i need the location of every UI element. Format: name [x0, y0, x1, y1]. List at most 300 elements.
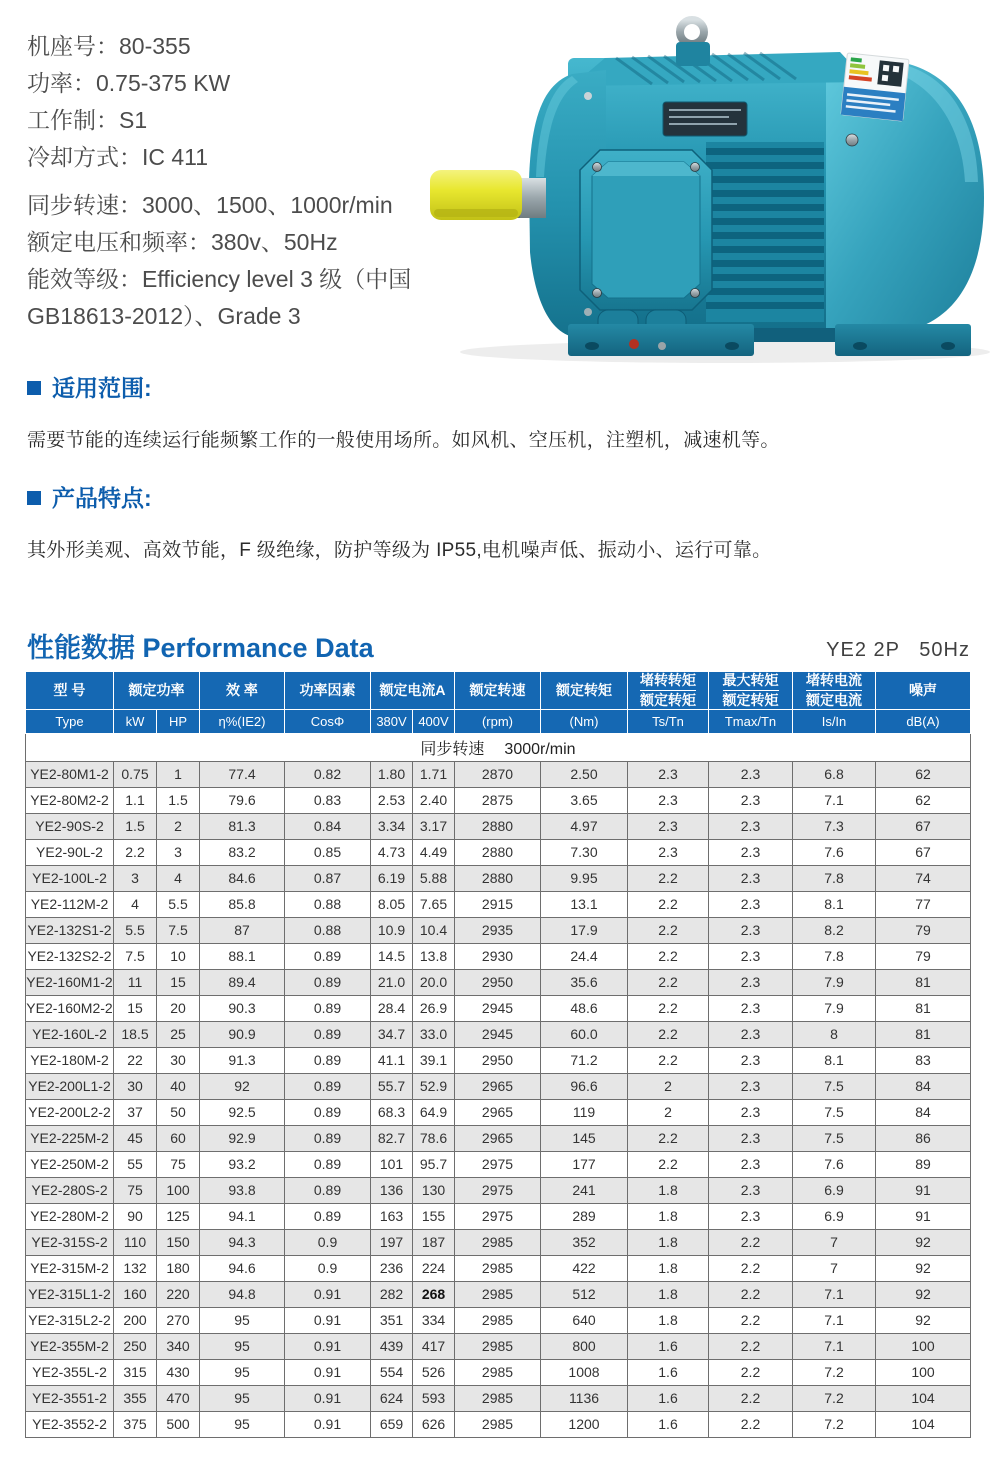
- fraction-numerator: 堵转转矩: [640, 672, 696, 691]
- col-header-max-torque-ratio: [709, 672, 793, 710]
- table-cell: 2.2: [709, 1307, 793, 1333]
- table-cell: 197: [371, 1229, 413, 1255]
- table-cell: 3: [114, 865, 157, 891]
- spec-line-sync-speed: 同步转速：3000、1500、1000r/min: [27, 192, 393, 218]
- table-cell: 2950: [455, 969, 541, 995]
- table-cell: 352: [541, 1229, 628, 1255]
- model-cell: YE2-3551-2: [26, 1385, 114, 1411]
- col-header-rated-power: 额定功率: [114, 672, 200, 710]
- table-cell: 30: [114, 1073, 157, 1099]
- table-cell: 289: [541, 1203, 628, 1229]
- table-cell: 94.3: [200, 1229, 285, 1255]
- table-cell: 95: [200, 1333, 285, 1359]
- table-cell: 2975: [455, 1203, 541, 1229]
- subheader-400v: 400V: [413, 709, 455, 733]
- table-cell: 2.3: [709, 1073, 793, 1099]
- table-cell: 50: [157, 1099, 200, 1125]
- table-cell: 224: [413, 1255, 455, 1281]
- table-cell: 2880: [455, 865, 541, 891]
- table-cell: 2930: [455, 943, 541, 969]
- table-row: [26, 1021, 971, 1047]
- table-row: [26, 865, 971, 891]
- table-cell: 0.89: [285, 1047, 371, 1073]
- subheader-380v: 380V: [371, 709, 413, 733]
- table-cell: 430: [157, 1359, 200, 1385]
- table-cell: 71.2: [541, 1047, 628, 1073]
- table-cell: 2.2: [114, 839, 157, 865]
- table-row: [26, 1281, 971, 1307]
- table-cell: 0.91: [285, 1359, 371, 1385]
- section-heading-text: 产品特点:: [52, 485, 152, 511]
- table-cell: 75: [114, 1177, 157, 1203]
- table-cell: 270: [157, 1307, 200, 1333]
- table-cell: 4: [114, 891, 157, 917]
- col-header-power-factor: 功率因素: [285, 672, 371, 710]
- model-cell: YE2-200L2-2: [26, 1099, 114, 1125]
- table-cell: 2.2: [628, 1151, 709, 1177]
- table-cell: 2: [628, 1073, 709, 1099]
- table-cell: 2: [157, 813, 200, 839]
- table-cell: 2.3: [628, 839, 709, 865]
- model-cell: YE2-132S2-2: [26, 943, 114, 969]
- table-cell: 2.3: [709, 1099, 793, 1125]
- table-row: [26, 839, 971, 865]
- table-cell: 6.9: [793, 1177, 876, 1203]
- subheader-cos: CosΦ: [285, 709, 371, 733]
- table-cell: 2.2: [628, 891, 709, 917]
- table-cell: 0.89: [285, 1125, 371, 1151]
- table-cell: 100: [157, 1177, 200, 1203]
- table-cell: 145: [541, 1125, 628, 1151]
- table-cell: 93.2: [200, 1151, 285, 1177]
- table-cell: 0.89: [285, 1021, 371, 1047]
- table-cell: 624: [371, 1385, 413, 1411]
- table-cell: 89: [876, 1151, 971, 1177]
- table-row: [26, 917, 971, 943]
- section-heading: [27, 480, 977, 513]
- table-cell: 45: [114, 1125, 157, 1151]
- table-body: [26, 733, 971, 1437]
- table-cell: 0.89: [285, 969, 371, 995]
- table-cell: 155: [413, 1203, 455, 1229]
- model-cell: YE2-355M-2: [26, 1333, 114, 1359]
- table-cell: 2.2: [628, 1125, 709, 1151]
- table-cell: 4.97: [541, 813, 628, 839]
- table-cell: 10.9: [371, 917, 413, 943]
- table-row: [26, 995, 971, 1021]
- table-row: [26, 1307, 971, 1333]
- table-cell: 177: [541, 1151, 628, 1177]
- sync-speed-band: [26, 733, 971, 761]
- table-cell: 7.3: [793, 813, 876, 839]
- table-cell: 92: [876, 1229, 971, 1255]
- table-cell: 241: [541, 1177, 628, 1203]
- table-cell: 39.1: [413, 1047, 455, 1073]
- table-cell: 100: [876, 1359, 971, 1385]
- table-cell: 2.3: [709, 839, 793, 865]
- table-cell: 2.3: [709, 995, 793, 1021]
- table-cell: 101: [371, 1151, 413, 1177]
- table-cell: 110: [114, 1229, 157, 1255]
- table-cell: 7.5: [793, 1099, 876, 1125]
- table-cell: 2950: [455, 1047, 541, 1073]
- table-cell: 2985: [455, 1281, 541, 1307]
- table-cell: 125: [157, 1203, 200, 1229]
- table-cell: 150: [157, 1229, 200, 1255]
- table-cell: 200: [114, 1307, 157, 1333]
- table-cell: 4: [157, 865, 200, 891]
- table-cell: 6.19: [371, 865, 413, 891]
- table-cell: 2.2: [709, 1229, 793, 1255]
- table-cell: 136: [371, 1177, 413, 1203]
- performance-title-cn: 性能数据: [27, 633, 135, 663]
- table-cell: 1.8: [628, 1177, 709, 1203]
- table-cell: 1136: [541, 1385, 628, 1411]
- table-cell: 2880: [455, 813, 541, 839]
- table-cell: 1.6: [628, 1411, 709, 1437]
- table-cell: 5.88: [413, 865, 455, 891]
- col-header-rated-current: 额定电流A: [371, 672, 455, 710]
- table-cell: 21.0: [371, 969, 413, 995]
- table-cell: 100: [876, 1333, 971, 1359]
- performance-table: [25, 671, 971, 1438]
- table-cell: 78.6: [413, 1125, 455, 1151]
- table-cell: 28.4: [371, 995, 413, 1021]
- table-cell: 95: [200, 1411, 285, 1437]
- table-cell: 2985: [455, 1411, 541, 1437]
- table-cell: 0.88: [285, 891, 371, 917]
- table-cell: 94.8: [200, 1281, 285, 1307]
- section-body-text: 其外形美观、高效节能，F 级绝缘，防护等级为 IP55,电机噪声低、振动小、运行可靠。: [27, 540, 772, 561]
- table-cell: 52.9: [413, 1073, 455, 1099]
- table-cell: 2965: [455, 1125, 541, 1151]
- model-cell: YE2-160M2-2: [26, 995, 114, 1021]
- table-cell: 90: [114, 1203, 157, 1229]
- table-cell: 1008: [541, 1359, 628, 1385]
- table-cell: 20.0: [413, 969, 455, 995]
- fraction-denominator: 额定转矩: [722, 691, 779, 708]
- table-cell: 2975: [455, 1177, 541, 1203]
- table-row: [26, 1359, 971, 1385]
- table-cell: 163: [371, 1203, 413, 1229]
- table-cell: 25: [157, 1021, 200, 1047]
- table-cell: 315: [114, 1359, 157, 1385]
- table-cell: 24.4: [541, 943, 628, 969]
- model-cell: YE2-112M-2: [26, 891, 114, 917]
- table-cell: 7.5: [114, 943, 157, 969]
- section-application-range: [27, 370, 977, 452]
- table-cell: 95.7: [413, 1151, 455, 1177]
- table-cell: 35.6: [541, 969, 628, 995]
- table-cell: 0.89: [285, 1151, 371, 1177]
- table-cell: 14.5: [371, 943, 413, 969]
- subheader-is-in: Is/In: [793, 709, 876, 733]
- table-cell: 0.9: [285, 1255, 371, 1281]
- table-cell: 375: [114, 1411, 157, 1437]
- motor-eye-bolt-icon: [676, 20, 710, 66]
- table-cell: 7.6: [793, 839, 876, 865]
- fraction-numerator: 最大转矩: [723, 672, 779, 691]
- table-cell: 2.2: [709, 1385, 793, 1411]
- table-cell: 79: [876, 917, 971, 943]
- table-cell: 5.5: [114, 917, 157, 943]
- table-cell: 2965: [455, 1073, 541, 1099]
- table-cell: 79: [876, 943, 971, 969]
- table-cell: 2.3: [628, 813, 709, 839]
- model-cell: YE2-80M2-2: [26, 787, 114, 813]
- model-cell: YE2-225M-2: [26, 1125, 114, 1151]
- table-row: [26, 1333, 971, 1359]
- table-cell: 250: [114, 1333, 157, 1359]
- table-row: [26, 787, 971, 813]
- table-cell: 2985: [455, 1229, 541, 1255]
- table-cell: 7.30: [541, 839, 628, 865]
- table-cell: 7.2: [793, 1385, 876, 1411]
- table-cell: 2.2: [628, 969, 709, 995]
- table-row: [26, 1411, 971, 1437]
- table-cell: 7.2: [793, 1411, 876, 1437]
- table-cell: 7.9: [793, 995, 876, 1021]
- table-cell: 0.91: [285, 1307, 371, 1333]
- table-cell: 67: [876, 813, 971, 839]
- table-cell: 0.91: [285, 1281, 371, 1307]
- table-cell: 554: [371, 1359, 413, 1385]
- subheader-nm: (Nm): [541, 709, 628, 733]
- table-cell: 88.1: [200, 943, 285, 969]
- table-cell: 659: [371, 1411, 413, 1437]
- table-cell: 79.6: [200, 787, 285, 813]
- table-cell: 74: [876, 865, 971, 891]
- table-cell: 55: [114, 1151, 157, 1177]
- table-cell: 9.95: [541, 865, 628, 891]
- table-cell: 22: [114, 1047, 157, 1073]
- table-row: [26, 1229, 971, 1255]
- table-cell: 160: [114, 1281, 157, 1307]
- spec-line-frame-size: 机座号：80-355: [27, 33, 191, 59]
- table-cell: 92: [876, 1255, 971, 1281]
- col-header-rated-torque: 额定转矩: [541, 672, 628, 710]
- table-cell: 2.3: [709, 917, 793, 943]
- table-row: [26, 1099, 971, 1125]
- square-bullet-icon: [27, 381, 41, 395]
- motor-shaft: [430, 170, 546, 220]
- table-row: [26, 761, 971, 787]
- table-cell: 2.3: [628, 787, 709, 813]
- table-cell: 6.9: [793, 1203, 876, 1229]
- table-cell: 422: [541, 1255, 628, 1281]
- table-row: [26, 969, 971, 995]
- col-header-noise: 噪声: [876, 672, 971, 710]
- table-cell: 2: [628, 1099, 709, 1125]
- table-row: [26, 1047, 971, 1073]
- motor-terminal-box: [580, 150, 712, 310]
- motor-cooling-fins: [706, 142, 824, 322]
- table-cell: 91.3: [200, 1047, 285, 1073]
- model-cell: YE2-250M-2: [26, 1151, 114, 1177]
- table-cell: 33.0: [413, 1021, 455, 1047]
- table-cell: 15: [114, 995, 157, 1021]
- table-cell: 7.5: [793, 1125, 876, 1151]
- table-cell: 1.6: [628, 1333, 709, 1359]
- table-cell: 2.2: [628, 1047, 709, 1073]
- table-cell: 2.2: [709, 1281, 793, 1307]
- table-cell: 2985: [455, 1307, 541, 1333]
- table-cell: 86: [876, 1125, 971, 1151]
- subheader-eta: η%(IE2): [200, 709, 285, 733]
- table-cell: 2935: [455, 917, 541, 943]
- table-cell: 62: [876, 761, 971, 787]
- table-cell: 2870: [455, 761, 541, 787]
- table-cell: 3.17: [413, 813, 455, 839]
- table-cell: 75: [157, 1151, 200, 1177]
- table-cell: 0.89: [285, 943, 371, 969]
- model-cell: YE2-280M-2: [26, 1203, 114, 1229]
- table-cell: 1.8: [628, 1229, 709, 1255]
- table-cell: 2.3: [709, 1203, 793, 1229]
- spec-line-power: 功率：0.75-375 KW: [27, 70, 231, 96]
- model-cell: YE2-315M-2: [26, 1255, 114, 1281]
- table-cell: 7.8: [793, 943, 876, 969]
- table-cell: 512: [541, 1281, 628, 1307]
- table-cell: 7.1: [793, 1281, 876, 1307]
- table-cell: 351: [371, 1307, 413, 1333]
- table-cell: 68.3: [371, 1099, 413, 1125]
- table-cell: 2.2: [709, 1255, 793, 1281]
- table-cell: 67: [876, 839, 971, 865]
- table-cell: 92: [876, 1281, 971, 1307]
- section-heading-text: 适用范围:: [52, 375, 152, 401]
- table-cell: 1.5: [157, 787, 200, 813]
- table-cell: 92.5: [200, 1099, 285, 1125]
- model-cell: YE2-132S1-2: [26, 917, 114, 943]
- table-cell: 6.8: [793, 761, 876, 787]
- table-cell: 81.3: [200, 813, 285, 839]
- table-cell: 30: [157, 1047, 200, 1073]
- table-cell: 2.2: [628, 865, 709, 891]
- table-cell: 84: [876, 1073, 971, 1099]
- sync-speed-value: 3000r/min: [504, 740, 576, 758]
- table-cell: 0.89: [285, 995, 371, 1021]
- table-cell: 8.2: [793, 917, 876, 943]
- table-cell: 2945: [455, 1021, 541, 1047]
- table-cell: 800: [541, 1333, 628, 1359]
- table-cell: 2.3: [709, 1047, 793, 1073]
- table-row: [26, 943, 971, 969]
- table-cell: 2.2: [709, 1333, 793, 1359]
- table-cell: 1.1: [114, 787, 157, 813]
- table-cell: 2985: [455, 1333, 541, 1359]
- table-cell: 83.2: [200, 839, 285, 865]
- table-cell: 85.8: [200, 891, 285, 917]
- model-cell: YE2-160L-2: [26, 1021, 114, 1047]
- table-cell: 2985: [455, 1385, 541, 1411]
- table-cell: 2.3: [709, 787, 793, 813]
- table-cell: 13.1: [541, 891, 628, 917]
- table-cell: 2.3: [709, 865, 793, 891]
- table-cell: 1200: [541, 1411, 628, 1437]
- table-cell: 2985: [455, 1359, 541, 1385]
- table-cell: 81: [876, 995, 971, 1021]
- subheader-kw: kW: [114, 709, 157, 733]
- table-cell: 34.7: [371, 1021, 413, 1047]
- section-heading: [27, 370, 977, 403]
- table-cell: 8.1: [793, 891, 876, 917]
- table-cell: 10.4: [413, 917, 455, 943]
- fraction-denominator: 额定转矩: [640, 691, 696, 708]
- col-header-locked-rotor-current-ratio: [793, 672, 876, 710]
- table-cell: 77.4: [200, 761, 285, 787]
- table-cell: 2.40: [413, 787, 455, 813]
- table-cell: 2.3: [709, 761, 793, 787]
- table-row: [26, 1255, 971, 1281]
- table-row: [26, 1177, 971, 1203]
- table-cell: 0.91: [285, 1333, 371, 1359]
- table-cell: 2.3: [709, 891, 793, 917]
- subheader-dba: dB(A): [876, 709, 971, 733]
- table-cell: 84: [876, 1099, 971, 1125]
- table-cell: 1.8: [628, 1281, 709, 1307]
- table-cell: 92: [876, 1307, 971, 1333]
- table-cell: 7.1: [793, 1307, 876, 1333]
- fraction-denominator: 额定电流: [806, 691, 862, 708]
- model-cell: YE2-90S-2: [26, 813, 114, 839]
- table-cell: 104: [876, 1385, 971, 1411]
- sync-speed-label: 同步转速: [420, 740, 485, 758]
- table-cell: 62: [876, 787, 971, 813]
- table-cell: 91: [876, 1203, 971, 1229]
- table-cell: 94.6: [200, 1255, 285, 1281]
- table-cell: 0.87: [285, 865, 371, 891]
- table-cell: 55.7: [371, 1073, 413, 1099]
- table-cell: 40: [157, 1073, 200, 1099]
- table-cell: 3.65: [541, 787, 628, 813]
- table-cell: 7: [793, 1255, 876, 1281]
- table-cell: 2.2: [709, 1411, 793, 1437]
- table-cell: 0.89: [285, 1073, 371, 1099]
- table-row: [26, 1125, 971, 1151]
- table-cell: 8.05: [371, 891, 413, 917]
- table-cell: 355: [114, 1385, 157, 1411]
- table-cell: 7.5: [157, 917, 200, 943]
- col-header-locked-rotor-torque-ratio: [628, 672, 709, 710]
- subheader-rpm: (rpm): [455, 709, 541, 733]
- table-cell: 96.6: [541, 1073, 628, 1099]
- table-cell: 132: [114, 1255, 157, 1281]
- table-cell: 2.3: [709, 1021, 793, 1047]
- table-cell: 89.4: [200, 969, 285, 995]
- table-cell: 3.34: [371, 813, 413, 839]
- table-cell: 83: [876, 1047, 971, 1073]
- table-cell: 60: [157, 1125, 200, 1151]
- table-cell: 4.49: [413, 839, 455, 865]
- table-cell: 2.2: [628, 917, 709, 943]
- subheader-type: Type: [26, 709, 114, 733]
- table-cell: 593: [413, 1385, 455, 1411]
- table-cell: 1.8: [628, 1203, 709, 1229]
- table-cell: 13.8: [413, 943, 455, 969]
- table-cell: 340: [157, 1333, 200, 1359]
- table-cell: 0.83: [285, 787, 371, 813]
- table-cell: 2975: [455, 1151, 541, 1177]
- table-cell: 84.6: [200, 865, 285, 891]
- table-cell: 470: [157, 1385, 200, 1411]
- table-cell: 26.9: [413, 995, 455, 1021]
- table-cell: 60.0: [541, 1021, 628, 1047]
- table-cell: 77: [876, 891, 971, 917]
- table-cell: 0.89: [285, 1099, 371, 1125]
- table-cell: 41.1: [371, 1047, 413, 1073]
- table-cell: 1.5: [114, 813, 157, 839]
